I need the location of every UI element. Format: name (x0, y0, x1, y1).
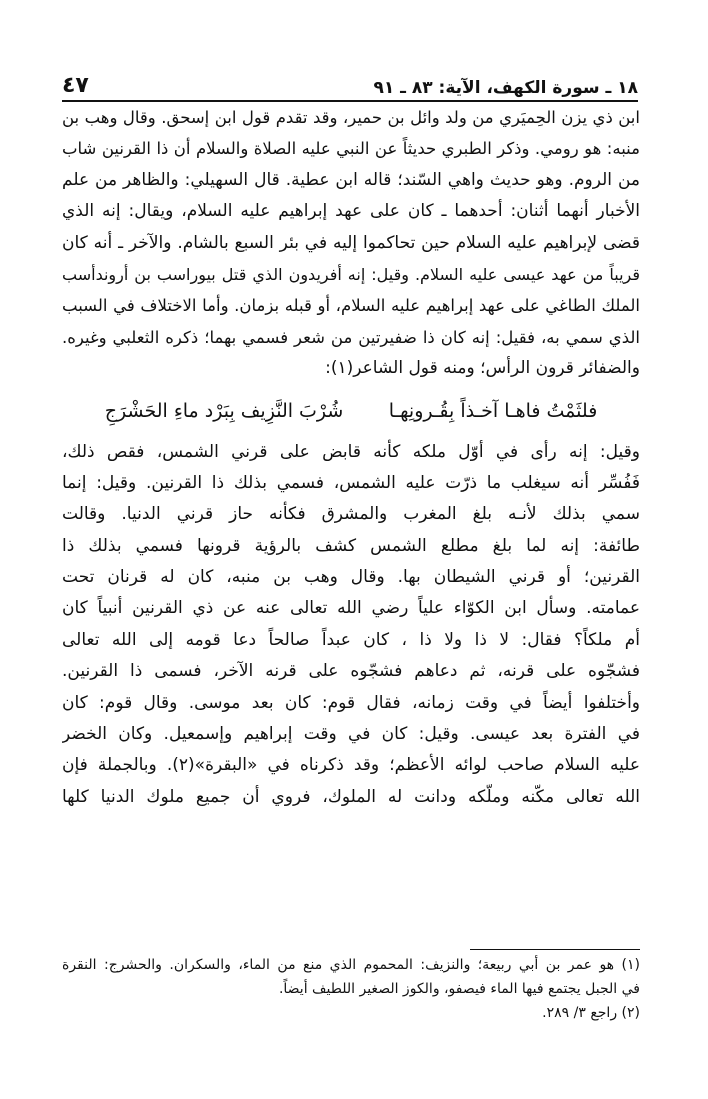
text-line: والضفائر قرون الرأس؛ ومنه قول الشاعر(١): (325, 358, 640, 379)
footnote-divider (470, 949, 640, 950)
text-line: فشجّوه على قرنه، ثم دعاهم فشجّوه على قرنه الآخر، فسمى ذا القرنين. (62, 661, 640, 682)
text-line: قضى لإبراهيم عليه السلام حين تحاكموا إليه في بئر السبع بالشام. والآخر ـ أنه كان (62, 232, 640, 253)
verse-first-hemistich: فلثَمْتُ فاهـا آخـذاً بِقُـرونِهـا (388, 399, 598, 422)
footnote-line: (٢) راجع ٣/ ٢٨٩. (542, 1005, 640, 1021)
main-text (62, 102, 640, 813)
text-line: قريباً من عهد عيسى عليه السلام. وقيل: إنه أفريدون الذي قتل بيوراسب بن أروندأسب (62, 264, 640, 284)
footnotes (62, 953, 640, 1025)
verse-second-hemistich: شُرْبَ النَّزِيف بِبَرْد ماءِ الحَشْرَجِ (104, 399, 344, 422)
text-line: في الفترة بعد عيسى. وقيل: كان في وقت إبراهيم وإسمعيل. وكان الخضر (62, 724, 640, 745)
text-line: طائفة: إنه لما بلغ مطلع الشمس كشف بالرؤية قرونها فسمي بذلك ذا (62, 535, 640, 556)
text-line: عمامته. وسأل ابن الكوّاء علياً رضي الله تعالى عنه عن ذي القرنين أنبياً كان (62, 598, 640, 619)
text-line: ابن ذي يزن الحِميَري من ولد وائل بن حمير، وقد تقدم قول ابن إسحق. وقال وهب بن (62, 108, 640, 127)
text-line: من الروم. وهو حديث واهي السّند؛ قاله ابن عطية. قال السهيلي: والظاهر من علم (62, 169, 640, 190)
surah-reference: ١٨ ـ سورة الكهف، الآية: ٨٣ ـ ٩١ (373, 78, 638, 98)
text-line: وأختلفوا أيضاً في وقت زمانه، فقال قوم: كان بعد موسى. وقال قوم: كان (62, 692, 640, 713)
text-line: الله تعالى مكّنه وملّكه ودانت له الملوك، فروي أن جميع ملوك الدنيا كلها (62, 786, 640, 807)
footnote-line: في الجبل يجتمع فيها الماء فيصفو، والكوز الصغير اللطيف أيضاً. (278, 981, 640, 997)
text-line: الذي سمي به، فقيل: إنه كان ذا ضفيرتين من شعر فسمي بهما؛ ذكره الثعلبي وغيره. (62, 327, 640, 347)
footnote-line: (١) هو عمر بن أبي ربيعة؛ والنزيف: المحموم الذي منع من الماء، والسكران. والحشرج: النقرة (62, 957, 640, 973)
text-line: عليه السلام صاحب لوائه الأعظم؛ وقد ذكرناه في «البقرة»(٢). وبالجملة فإن (62, 755, 640, 776)
running-header (62, 58, 638, 102)
text-line: القرنين؛ أو قرني الشيطان بها. وقال وهب بن منبه، كان له قرنان تحت (62, 567, 640, 588)
text-line: الأخبار أنهما أثنان: أحدهما ـ كان على عهد إبراهيم عليه السلام، ويقال: إنه الذي (62, 201, 640, 222)
page-number: ٤٧ (62, 73, 89, 98)
text-line: سمي بذلك لأنـه بلغ المغرب والمشرق فكأنه حاز قرني الدنيا. وقالت (62, 504, 640, 525)
text-line: الملك الطاغي على عهد إبراهيم عليه السلام، أو قبله بزمان. وأما الاختلاف في السبب (62, 296, 640, 316)
text-line: فَفُسِّر أنه سيغلب ما ذرّت عليه الشمس، فسمي بذلك ذا القرنين. وقيل: إنما (62, 472, 640, 493)
text-line: وقيل: إنه رأى في أوّل ملكه كأنه قابض على قرني الشمس، فقص ذلك، (62, 441, 640, 462)
text-line: منبه: هو رومي. وذكر الطبري حديثاً عن النبي عليه الصلاة والسلام أن ذا القرنين شاب (62, 139, 640, 159)
text-line: أم ملكاً؟ فقال: لا ذا ولا ذا ، كان عبداً صالحاً دعا قومه إلى الله تعالى (62, 629, 640, 650)
poetry-verse (62, 385, 640, 437)
